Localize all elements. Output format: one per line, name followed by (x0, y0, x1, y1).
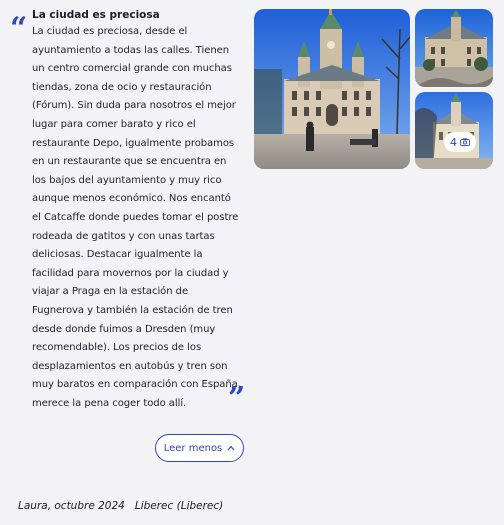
close-quote-icon: ” (228, 381, 246, 416)
photo-tower-detail[interactable] (415, 92, 493, 169)
chevron-up-icon (227, 445, 235, 451)
review-author-date: Laura, octubre 2024 (18, 500, 125, 512)
tower-detail-image (415, 92, 493, 169)
read-less-button[interactable] (155, 434, 244, 462)
review-footer (18, 500, 223, 512)
camera-icon (460, 138, 470, 146)
read-less-label: Leer menos (163, 442, 223, 454)
building-square-image (415, 9, 493, 87)
photo-town-hall[interactable] (254, 9, 410, 169)
town-hall-image (254, 9, 410, 169)
review-block (32, 8, 242, 413)
review-place: Liberec (Liberec) (134, 500, 224, 512)
review-title: La ciudad es preciosa (32, 9, 160, 21)
photo-building-square[interactable] (415, 9, 493, 87)
photo-count-badge[interactable] (444, 132, 476, 152)
review-body: La ciudad es preciosa, desde el ayuntamiento a todas las calles. Tienen un centro comercial grande con muchas tiendas, zona de ocio y restauración (Fórum). Sin duda para nosotros el mejor lugar para comer barato y rico el restaurante Depo, igualmente probamos en un restaurante que se encuentra en los bajos del ayuntamiento y muy rico aunque menos económico. Nos encantó el Catcaffe donde puedes tomar el postre rodeada de gatitos y con unas tartas deliciosas. Destacar igualmente la facilidad para movernos por la ciudad y viajar a Praga en la estación de Fugnerova y también la estación de tren desde donde fuimos a Dresden (muy recomendable). Los precios de los desplazamientos en autobús y tren son muy baratos en comparación con España, merece la pena coger todo allí. (32, 26, 241, 409)
photo-count: 4 (450, 135, 457, 149)
open-quote-icon: “ (10, 11, 28, 46)
